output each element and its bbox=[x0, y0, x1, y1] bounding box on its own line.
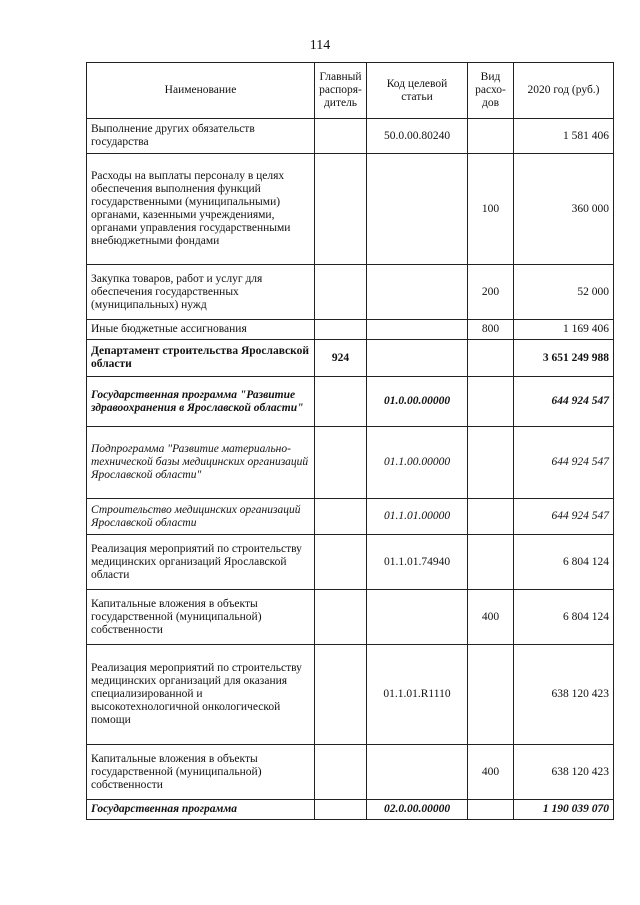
table-row bbox=[87, 645, 614, 745]
cell-vid bbox=[468, 800, 514, 820]
cell-name: Государственная программа bbox=[87, 800, 315, 820]
cell-grbs bbox=[315, 535, 367, 590]
table-body bbox=[87, 119, 614, 820]
cell-code bbox=[367, 745, 468, 800]
cell-code bbox=[367, 590, 468, 645]
header-code: Код целевой статьи bbox=[367, 63, 468, 119]
header-grbs: Главный распоря-дитель bbox=[315, 63, 367, 119]
cell-name: Реализация мероприятий по строительству медицинских организаций для оказания специализированной и высокотехнологичной онкологической помощи bbox=[87, 645, 315, 745]
cell-name: Департамент строительства Ярославской области bbox=[87, 340, 315, 377]
table-row bbox=[87, 154, 614, 265]
cell-name: Строительство медицинских организаций Ярославской области bbox=[87, 499, 315, 535]
cell-grbs bbox=[315, 427, 367, 499]
cell-vid: 400 bbox=[468, 590, 514, 645]
cell-grbs: 924 bbox=[315, 340, 367, 377]
table-row bbox=[87, 745, 614, 800]
table-row bbox=[87, 535, 614, 590]
cell-vid: 200 bbox=[468, 265, 514, 320]
cell-name: Государственная программа "Развитие здравоохранения в Ярославской области" bbox=[87, 377, 315, 427]
table-row bbox=[87, 265, 614, 320]
cell-amount: 6 804 124 bbox=[514, 590, 614, 645]
table-row bbox=[87, 590, 614, 645]
cell-code: 01.0.00.00000 bbox=[367, 377, 468, 427]
cell-name: Иные бюджетные ассигнования bbox=[87, 320, 315, 340]
cell-vid bbox=[468, 645, 514, 745]
cell-amount: 638 120 423 bbox=[514, 745, 614, 800]
header-vid: Вид расхо-дов bbox=[468, 63, 514, 119]
cell-name: Расходы на выплаты персоналу в целях обеспечения выполнения функций государственными (муниципальными) органами, казенными учреждениями, органами управления государственными внебюджетными фондами bbox=[87, 154, 315, 265]
cell-name: Капитальные вложения в объекты государственной (муниципальной) собственности bbox=[87, 590, 315, 645]
cell-code bbox=[367, 154, 468, 265]
cell-code: 02.0.00.00000 bbox=[367, 800, 468, 820]
table-row bbox=[87, 320, 614, 340]
cell-vid: 400 bbox=[468, 745, 514, 800]
cell-grbs bbox=[315, 119, 367, 154]
cell-name: Подпрограмма "Развитие материально-технической базы медицинских организаций Ярославской области" bbox=[87, 427, 315, 499]
cell-grbs bbox=[315, 645, 367, 745]
table-row bbox=[87, 377, 614, 427]
cell-amount: 1 190 039 070 bbox=[514, 800, 614, 820]
cell-grbs bbox=[315, 499, 367, 535]
header-name: Наименование bbox=[87, 63, 315, 119]
cell-amount: 1 169 406 bbox=[514, 320, 614, 340]
header-amount: 2020 год (руб.) bbox=[514, 63, 614, 119]
cell-amount: 644 924 547 bbox=[514, 377, 614, 427]
cell-code bbox=[367, 265, 468, 320]
table-row bbox=[87, 340, 614, 377]
cell-amount: 638 120 423 bbox=[514, 645, 614, 745]
cell-code: 01.1.01.74940 bbox=[367, 535, 468, 590]
cell-grbs bbox=[315, 320, 367, 340]
cell-name: Реализация мероприятий по строительству медицинских организаций Ярославской области bbox=[87, 535, 315, 590]
cell-name: Закупка товаров, работ и услуг для обеспечения государственных (муниципальных) нужд bbox=[87, 265, 315, 320]
cell-grbs bbox=[315, 800, 367, 820]
cell-amount: 3 651 249 988 bbox=[514, 340, 614, 377]
cell-amount: 1 581 406 bbox=[514, 119, 614, 154]
cell-code: 50.0.00.80240 bbox=[367, 119, 468, 154]
cell-code bbox=[367, 320, 468, 340]
table-header-row bbox=[87, 63, 614, 119]
cell-name: Выполнение других обязательств государства bbox=[87, 119, 315, 154]
cell-grbs bbox=[315, 265, 367, 320]
cell-vid: 800 bbox=[468, 320, 514, 340]
cell-grbs bbox=[315, 377, 367, 427]
cell-name: Капитальные вложения в объекты государственной (муниципальной) собственности bbox=[87, 745, 315, 800]
cell-vid bbox=[468, 535, 514, 590]
cell-code: 01.1.00.00000 bbox=[367, 427, 468, 499]
table-row bbox=[87, 427, 614, 499]
cell-amount: 6 804 124 bbox=[514, 535, 614, 590]
cell-vid bbox=[468, 427, 514, 499]
cell-vid bbox=[468, 377, 514, 427]
cell-vid bbox=[468, 119, 514, 154]
cell-grbs bbox=[315, 590, 367, 645]
cell-grbs bbox=[315, 154, 367, 265]
cell-vid: 100 bbox=[468, 154, 514, 265]
cell-amount: 644 924 547 bbox=[514, 499, 614, 535]
table-row bbox=[87, 800, 614, 820]
budget-table bbox=[86, 62, 614, 820]
cell-amount: 360 000 bbox=[514, 154, 614, 265]
cell-code bbox=[367, 340, 468, 377]
cell-amount: 52 000 bbox=[514, 265, 614, 320]
cell-code: 01.1.01.00000 bbox=[367, 499, 468, 535]
cell-grbs bbox=[315, 745, 367, 800]
table-row bbox=[87, 119, 614, 154]
cell-vid bbox=[468, 499, 514, 535]
cell-vid bbox=[468, 340, 514, 377]
cell-code: 01.1.01.R1110 bbox=[367, 645, 468, 745]
page-number: 114 bbox=[309, 38, 331, 53]
cell-amount: 644 924 547 bbox=[514, 427, 614, 499]
table-row bbox=[87, 499, 614, 535]
